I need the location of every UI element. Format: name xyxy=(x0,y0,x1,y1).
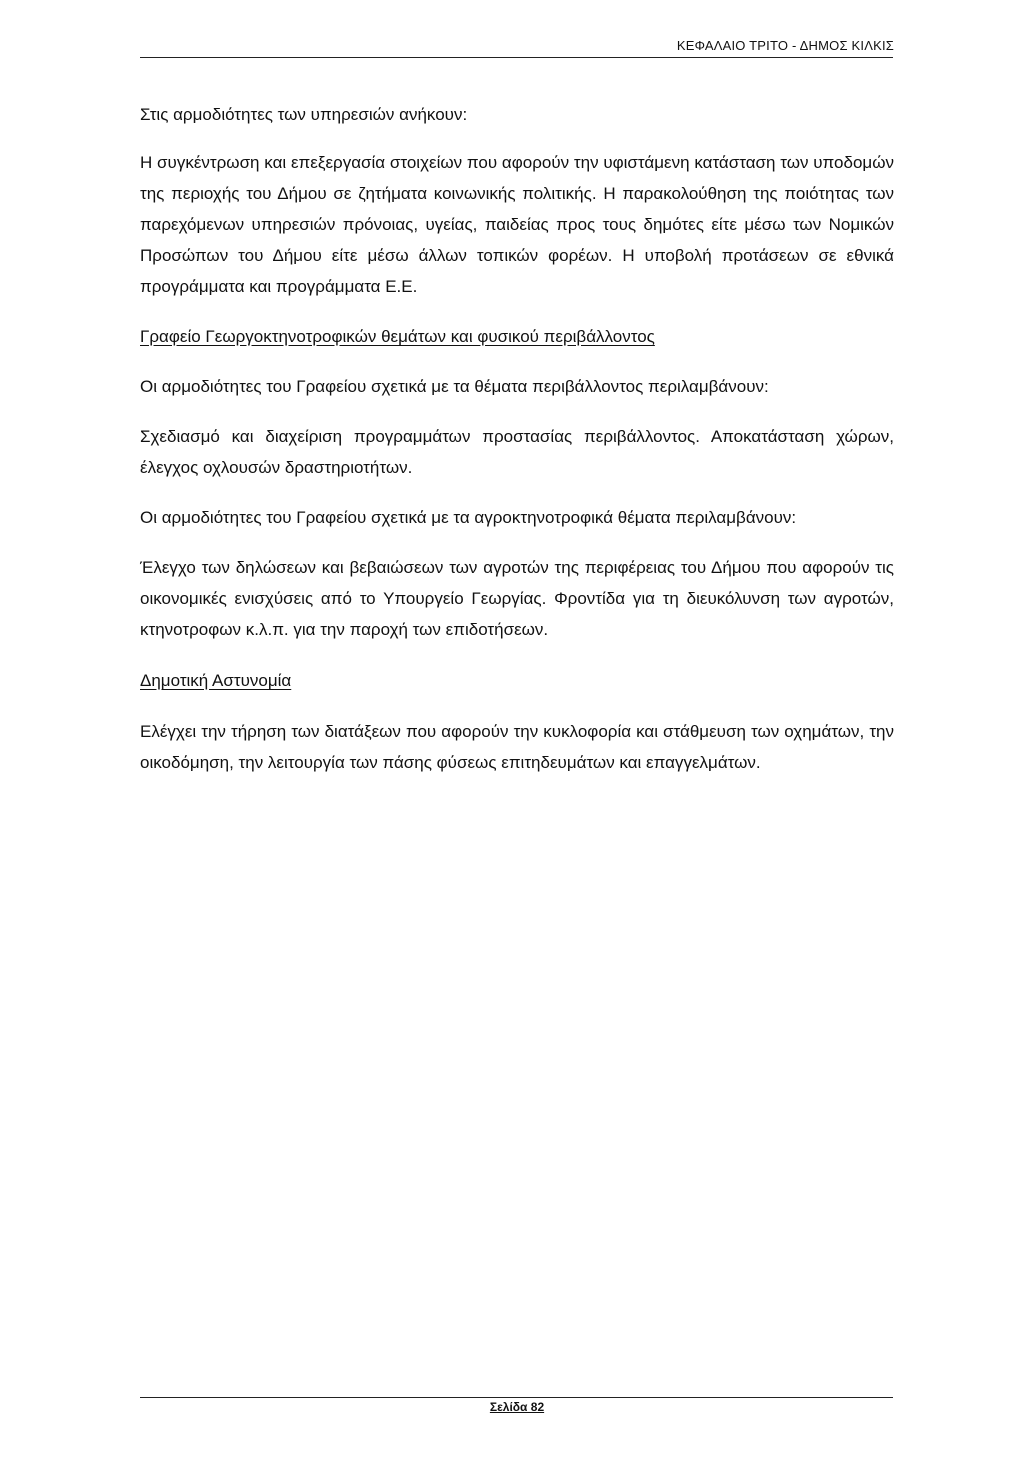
environment-duties-paragraph: Σχεδιασμό και διαχείριση προγραμμάτων προστασίας περιβάλλοντος. Αποκατάσταση χώρων, έλεγχος οχλουσών δραστηριοτήτων. xyxy=(140,427,894,477)
intro-paragraph: Στις αρμοδιότητες των υπηρεσιών ανήκουν: xyxy=(140,105,468,124)
header-divider xyxy=(140,57,893,58)
section-heading-agriculture: Γραφείο Γεωργοκτηνοτροφικών θεμάτων και φυσικού περιβάλλοντος xyxy=(140,327,655,346)
section-heading-municipal-police: Δημοτική Αστυνομία xyxy=(140,671,292,690)
agriculture-duties-intro: Οι αρμοδιότητες του Γραφείου σχετικά με τα αγροκτηνοτροφικά θέματα περιλαμβάνουν: xyxy=(140,508,797,527)
agriculture-duties-paragraph: Έλεγχο των δηλώσεων και βεβαιώσεων των αγροτών της περιφέρειας του Δήμου που αφορούν τις οικονομικές ενισχύσεις από το Υπουργείο Γεωργίας. Φροντίδα για τη διευκόλυνση των αγροτών, κτηνοτροφων κ.λ.π. για την παροχή των επιδοτήσεων. xyxy=(140,558,894,639)
page-number: Σελίδα 82 xyxy=(489,1400,545,1414)
social-policy-paragraph: Η συγκέντρωση και επεξεργασία στοιχείων που αφορούν την υφιστάμενη κατάσταση των υποδομών της περιοχής του Δήμου σε ζητήματα κοινωνικής πολιτικής. Η παρακολούθηση της ποιότητας των παρεχόμενων υπηρεσιών πρόνοιας, υγείας, παιδείας προς τους δημότες είτε μέσω των Νομικών Προσώπων του Δήμου είτε μέσω άλλων τοπικών φορέων. Η υποβολή προτάσεων σε εθνικά προγράμματα και προγράμματα Ε.Ε. xyxy=(140,153,894,296)
footer-divider xyxy=(140,1397,893,1398)
running-header: ΚΕΦΑΛΑΙΟ ΤΡΙΤΟ - ΔΗΜΟΣ ΚΙΛΚΙΣ xyxy=(676,38,894,53)
municipal-police-paragraph: Ελέγχει την τήρηση των διατάξεων που αφορούν την κυκλοφορία και στάθμευση των οχημάτων, την οικοδόμηση, την λειτουργία των πάσης φύσεως επιτηδευμάτων και επαγγελμάτων. xyxy=(140,722,894,772)
page-body xyxy=(140,99,894,778)
environment-duties-intro: Οι αρμοδιότητες του Γραφείου σχετικά με τα θέματα περιβάλλοντος περιλαμβάνουν: xyxy=(140,377,769,396)
